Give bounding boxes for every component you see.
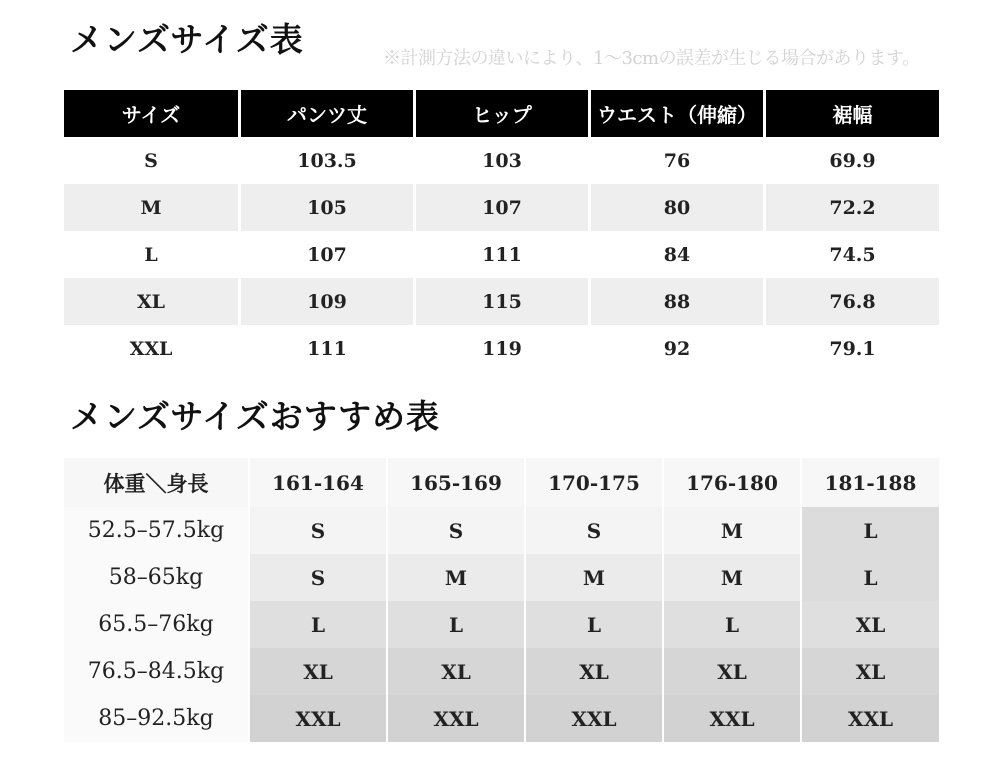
size-cell: XL [800,648,939,695]
size-cell: XL [64,278,238,325]
size-cell: L [662,601,800,648]
header-pants-length: パンツ丈 [238,90,413,137]
size-cell: L [248,601,386,648]
size-cell: S [386,507,524,554]
header-size: サイズ [64,90,238,137]
measurement-note: ※計測方法の違いにより、1〜3cmの誤差が生じる場合があります。 [383,48,920,69]
corner-label: 体重＼身長 [64,458,248,507]
size-cell: L [800,554,939,601]
size-cell: XL [386,648,524,695]
pants-length-cell: 105 [238,184,413,231]
size-cell: L [386,601,524,648]
size-cell: S [144,149,158,172]
size-cell: XXL [386,695,524,742]
table-row [64,648,939,695]
size-chart-title: メンズサイズ表 [70,20,304,59]
waist-cell: 92 [588,325,763,372]
size-cell: M [64,184,238,231]
weight-label: 52.5–57.5kg [64,507,248,554]
waist-cell: 80 [588,184,763,231]
weight-label: 85–92.5kg [64,695,248,742]
table-row [64,184,939,231]
recommend-chart-title: メンズサイズおすすめ表 [70,397,441,436]
waist-cell: 88 [588,278,763,325]
hip-cell: 115 [413,278,588,325]
hem-width-cell: 79.1 [763,325,939,372]
table-row [64,695,939,742]
hem-width-cell: 69.9 [763,137,939,184]
header-hip: ヒップ [413,90,588,137]
size-cell: XL [524,648,662,695]
hip-cell: 103 [413,137,588,184]
table-row [64,278,939,325]
pants-length-cell: 111 [238,325,413,372]
size-cell: XXL [800,695,939,742]
waist-cell: 84 [588,231,763,278]
pants-length-cell: 109 [238,278,413,325]
table-row [64,231,939,278]
height-header: 165-169 [386,458,524,507]
hem-width-cell: 72.2 [763,184,939,231]
weight-label: 58–65kg [64,554,248,601]
table-row [64,325,939,372]
height-header: 161-164 [248,458,386,507]
size-cell: XXL [524,695,662,742]
size-cell: XXL [662,695,800,742]
size-cell: XL [662,648,800,695]
size-cell: XXL [248,695,386,742]
size-cell: L [524,601,662,648]
weight-label: 76.5–84.5kg [64,648,248,695]
size-cell: S [524,507,662,554]
size-cell: XL [248,648,386,695]
size-cell: M [662,507,800,554]
size-cell: S [248,507,386,554]
pants-length-cell: 107 [238,231,413,278]
height-header: 170-175 [524,458,662,507]
hip-cell: 107 [413,184,588,231]
hem-width-cell: 74.5 [763,231,939,278]
table-row [64,507,939,554]
height-header: 181-188 [800,458,939,507]
table-row [64,137,939,184]
hip-cell: 119 [413,325,588,372]
table-row [64,601,939,648]
size-cell: XXL [129,337,173,360]
header-hem-width: 裾幅 [763,90,939,137]
table-row [64,554,939,601]
hem-width-cell: 76.8 [763,278,939,325]
size-cell: L [800,507,939,554]
recommend-header-row [64,458,939,507]
pants-length-cell: 103.5 [238,137,413,184]
size-chart-header-row [64,90,939,137]
size-cell: XL [800,601,939,648]
hip-cell: 111 [413,231,588,278]
waist-cell: 76 [588,137,763,184]
size-cell: M [386,554,524,601]
recommend-chart-table [64,458,939,742]
header-waist: ウエスト（伸縮） [588,90,763,137]
weight-label: 65.5–76kg [64,601,248,648]
size-cell: M [524,554,662,601]
size-chart-table [64,90,939,372]
size-cell: L [144,243,158,266]
size-cell: M [662,554,800,601]
height-header: 176-180 [662,458,800,507]
size-cell: S [248,554,386,601]
